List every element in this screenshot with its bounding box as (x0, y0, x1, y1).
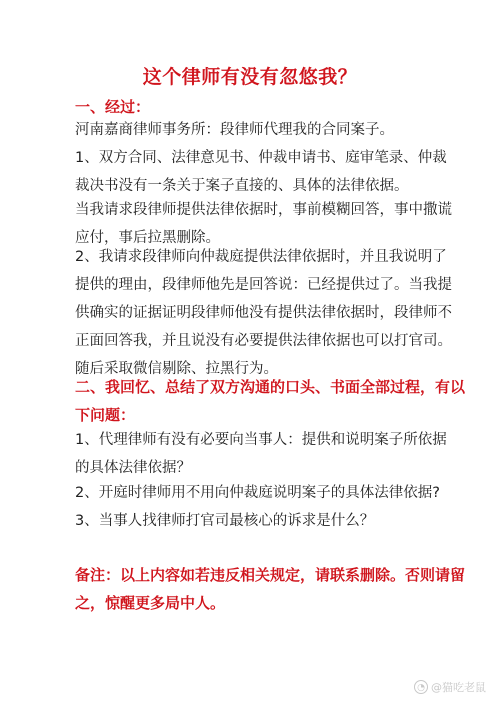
text-line: 3、当事人找律师打官司最核心的诉求是什么？ (75, 513, 375, 529)
text-line: 供确实的证据证明段律师他没有提供法律依据时，段律师不 (75, 305, 452, 321)
section1-heading: 一、经过： (75, 98, 151, 116)
section1-paragraph-4 (75, 243, 452, 383)
section1-paragraph-1 (75, 116, 435, 144)
text-line: 的具体法律依据？ (75, 460, 191, 476)
section2-heading (75, 373, 466, 429)
text-line: 1、代理律师有没有必要向当事人：提供和说明案子所依据 (75, 432, 447, 448)
watermark-text: @猫吃老鼠 (431, 681, 486, 694)
text-line: 2、开庭时律师用不用向仲裁庭说明案子的具体法律依据? (75, 485, 440, 501)
section1-paragraph-2 (75, 144, 447, 200)
note-line: 之，惊醒更多局中人。 (75, 594, 226, 612)
text-line: 裁决书没有一条关于案子直接的、具体的法律依据。 (75, 178, 409, 194)
text-line: 河南嘉商律师事务所：段律师代理我的合同案子。 (75, 122, 394, 138)
heading-line: 二、我回忆、总结了双方沟通的口头、书面全部过程，有以 (75, 378, 466, 396)
text-line: 2、我请求段律师向仲裁庭提供法律依据时，并且我说明了 (75, 249, 447, 265)
section2-question-2 (75, 479, 440, 507)
watermark (414, 679, 486, 695)
text-line: 当我请求段律师提供法律依据时，事前模糊回答，事中撒谎 (75, 202, 452, 218)
cat-icon: ◔ (414, 680, 428, 694)
heading-line: 下问题： (75, 406, 136, 424)
section2-question-3 (75, 507, 435, 535)
text-line: 随后采取微信剔除、拉黑行为。 (75, 361, 278, 377)
text-line: 提供的理由，段律师他先是回答说：已经提供过了。当我提 (75, 277, 452, 293)
document-title: 这个律师有没有忽悠我？ (142, 66, 358, 88)
section2-question-1 (75, 426, 447, 482)
text-line: 正面回答我，并且说没有必要提供法律依据也可以打官司。 (75, 333, 452, 349)
text-line: 应付，事后拉黑删除。 (75, 230, 220, 246)
note-line: 备注：以上内容如若违反相关规定，请联系删除。否则请留 (75, 566, 466, 584)
text-line: 1、双方合同、法律意见书、仲裁申请书、庭审笔录、仲裁 (75, 150, 447, 166)
note-block (75, 561, 466, 617)
